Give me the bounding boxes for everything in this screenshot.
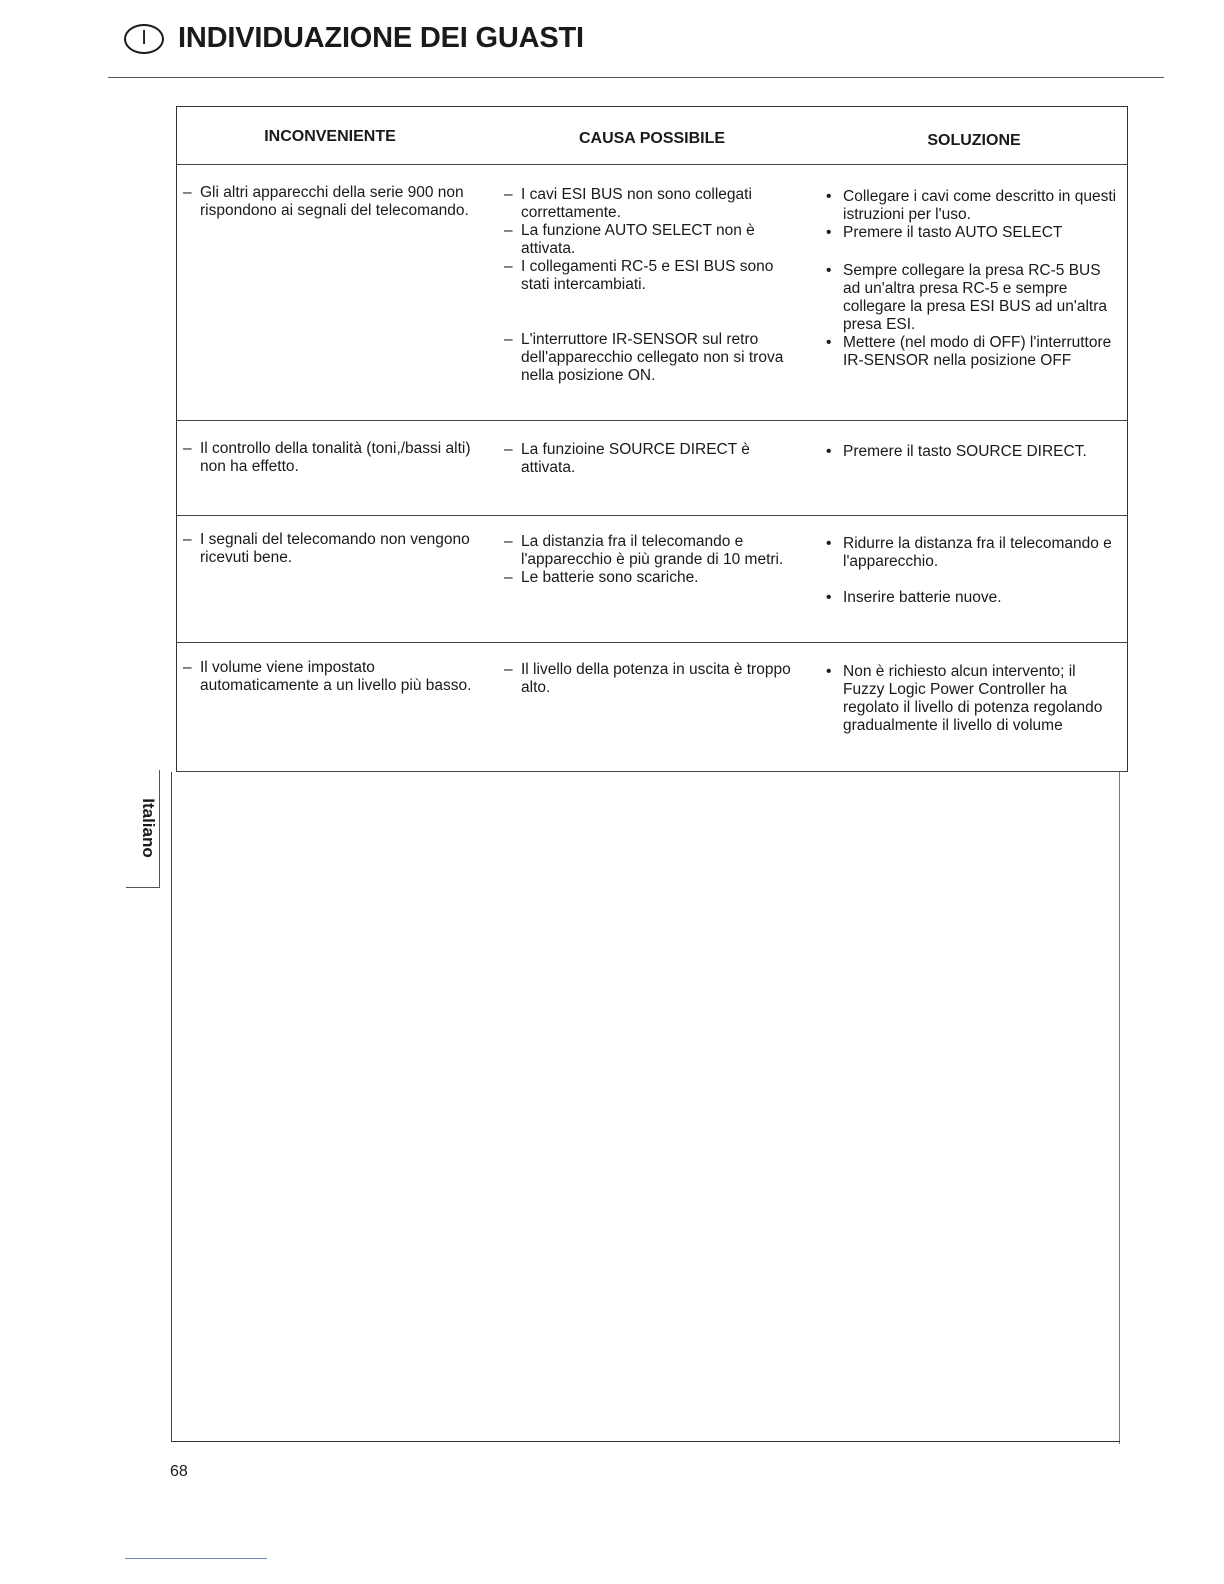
list-item: – Il volume viene impostato automaticamente a un livello più basso. [183, 659, 472, 694]
column-header-solution: SOLUZIONE [927, 132, 1021, 149]
list-item: • Mettere (nel modo di OFF) l'interruttore IR-SENSOR nella posizione OFF [826, 334, 1112, 369]
table-row-1-solutions [826, 188, 1118, 370]
table-row-3-problem [183, 531, 483, 567]
list-item: • Non è richiesto alcun intervento; il Fuzzy Logic Power Controller ha regolato il livello di potenza regolando gradualmente il livello di volume [826, 663, 1103, 734]
list-item: – I collegamenti RC-5 e ESI BUS sono stati intercambiati. [504, 258, 774, 293]
title-rule [108, 77, 1164, 78]
table-row-4-problem [183, 659, 483, 695]
list-item: – La distanzia fra il telecomando e l'apparecchio è più grande di 10 metri. [504, 533, 784, 568]
row-rule [176, 420, 1128, 421]
list-item: • Collegare i cavi come descritto in questi istruzioni per l'uso. [826, 188, 1117, 223]
list-item: • Sempre collegare la presa RC-5 BUS ad un'altra presa RC-5 e sempre collegare la presa ESI BUS ad un'altra presa ESI. [826, 262, 1108, 333]
language-badge: I [124, 24, 164, 54]
table-row-1-problem [183, 184, 483, 220]
table-row-2-solutions [826, 443, 1118, 461]
list-item: – L'interruttore IR-SENSOR sul retro dell'apparecchio cellegato non si trova nella posizione ON. [504, 331, 784, 384]
list-item: • Premere il tasto AUTO SELECT [826, 224, 1063, 241]
list-item: – La funzioine SOURCE DIRECT è attivata. [504, 441, 750, 476]
row-rule [176, 771, 1128, 772]
table-row-3-causes [504, 533, 794, 587]
table-row-2-problem [183, 440, 483, 476]
list-item: • Ridurre la distanza fra il telecomando e l'apparecchio. [826, 535, 1112, 570]
table-row-4-causes [504, 661, 794, 697]
page-title: INDIVIDUAZIONE DEI GUASTI [178, 22, 584, 54]
list-item: – Gli altri apparecchi della serie 900 non rispondono ai segnali del telecomando. [183, 184, 469, 219]
frame-rule-bottom [171, 1441, 1120, 1442]
table-row-2-causes [504, 441, 794, 477]
row-rule [176, 515, 1128, 516]
footer-rule [125, 1558, 267, 1559]
table-row-4-solutions [826, 663, 1118, 735]
header-rule [176, 164, 1128, 165]
list-item: – La funzione AUTO SELECT non è attivata. [504, 222, 755, 257]
list-item: – Le batterie sono scariche. [504, 569, 699, 586]
page-header [124, 22, 584, 55]
page-number: 68 [170, 1463, 188, 1480]
list-item: – Il livello della potenza in uscita è troppo alto. [504, 661, 791, 696]
table-row-3-solutions [826, 535, 1118, 607]
list-item: – Il controllo della tonalità (toni,/bassi alti) non ha effetto. [183, 440, 471, 475]
language-tab-label: Italiano [139, 798, 158, 858]
row-rule [176, 642, 1128, 643]
list-item: • Inserire batterie nuove. [826, 589, 1002, 606]
list-item: – I cavi ESI BUS non sono collegati correttamente. [504, 186, 752, 221]
list-item: – I segnali del telecomando non vengono ricevuti bene. [183, 531, 470, 566]
frame-rule-right [1119, 772, 1120, 1444]
list-item: • Premere il tasto SOURCE DIRECT. [826, 443, 1087, 460]
table-row-1-causes [504, 186, 794, 385]
frame-rule-left [171, 772, 172, 1442]
column-header-cause: CAUSA POSSIBILE [578, 130, 726, 147]
column-header-problem: INCONVENIENTE [264, 128, 396, 145]
